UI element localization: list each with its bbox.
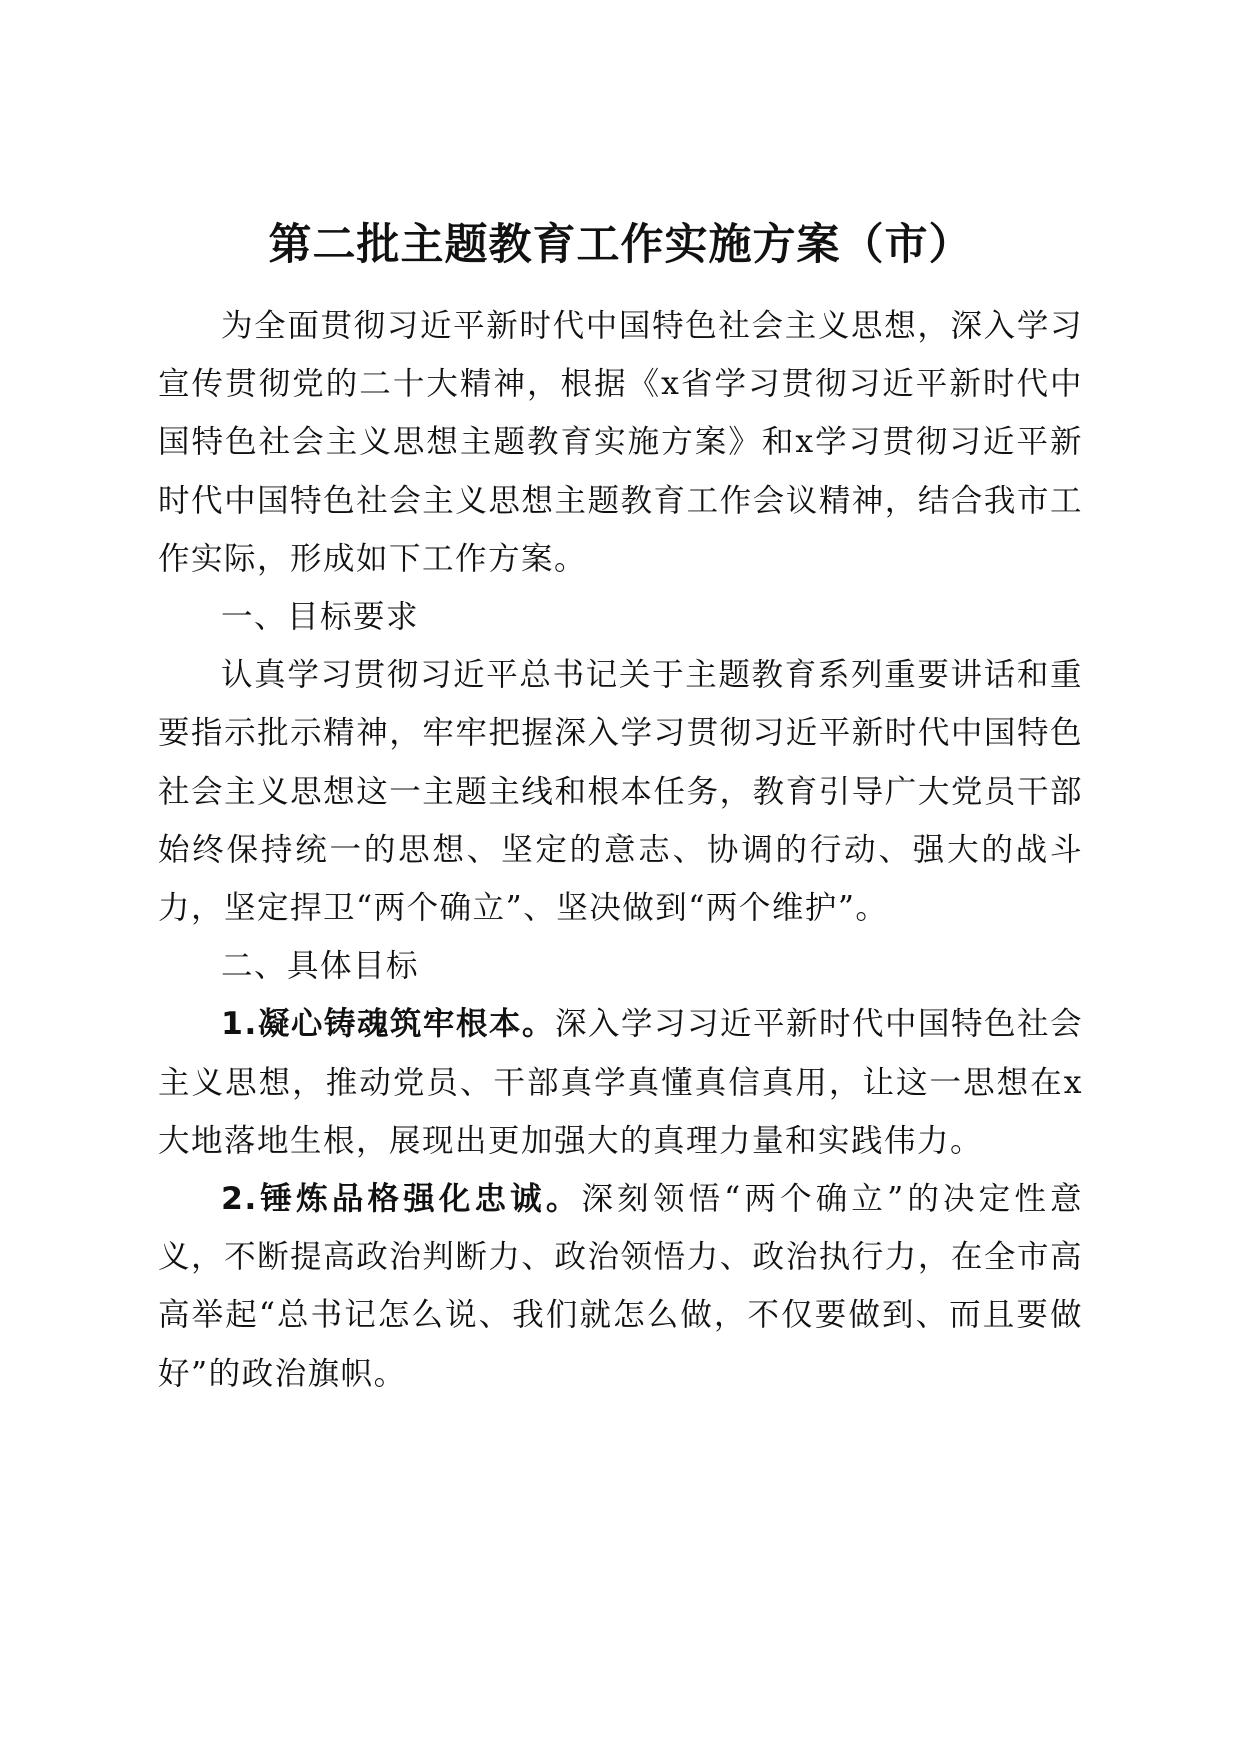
target-item-1-text: 深入学习习近平新时代中国特色社会主义思想，推动党员、干部真学真懂真信真用，让这一思想在x大地落地生根，展现出更加强大的真理力量和实践伟力。 [158,1006,1083,1159]
target-item-2 [158,1170,1083,1403]
document-title: 第二批主题教育工作实施方案（市） [268,220,973,270]
target-item-2-text: 深刻领悟“两个确立”的决定性意义，不断提高政治判断力、政治领悟力、政治执行力，在全市高高举起“总书记怎么说、我们就怎么做，不仅要做到、而且要做好”的政治旗帜。 [158,1181,1083,1392]
section-heading-specific-targets: 二、具体目标 [221,948,420,985]
section-heading-goals: 一、目标要求 [221,599,420,636]
target-item-1 [158,995,1083,1170]
document-page [158,215,1083,1403]
intro-paragraph: 为全面贯彻习近平新时代中国特色社会主义思想，深入学习宣传贯彻党的二十大精神，根据《x省学习贯彻习近平新时代中国特色社会主义思想主题教育实施方案》和x学习贯彻习近平新时代中国特色社会主义思想主题教育工作会议精神，结合我市工作实际，形成如下工作方案。 [158,308,1083,577]
target-item-2-lead: 2.锤炼品格强化忠诚。 [221,1181,582,1218]
target-item-1-lead: 1.凝心铸魂筑牢根本。 [221,1006,555,1043]
goals-paragraph: 认真学习贯彻习近平总书记关于主题教育系列重要讲话和重要指示批示精神，牢牢把握深入学习贯彻习近平新时代中国特色社会主义思想这一主题主线和根本任务，教育引导广大党员干部始终保持统一的思想、坚定的意志、协调的行动、强大的战斗力，坚定捍卫“两个确立”、坚决做到“两个维护”。 [158,657,1083,927]
